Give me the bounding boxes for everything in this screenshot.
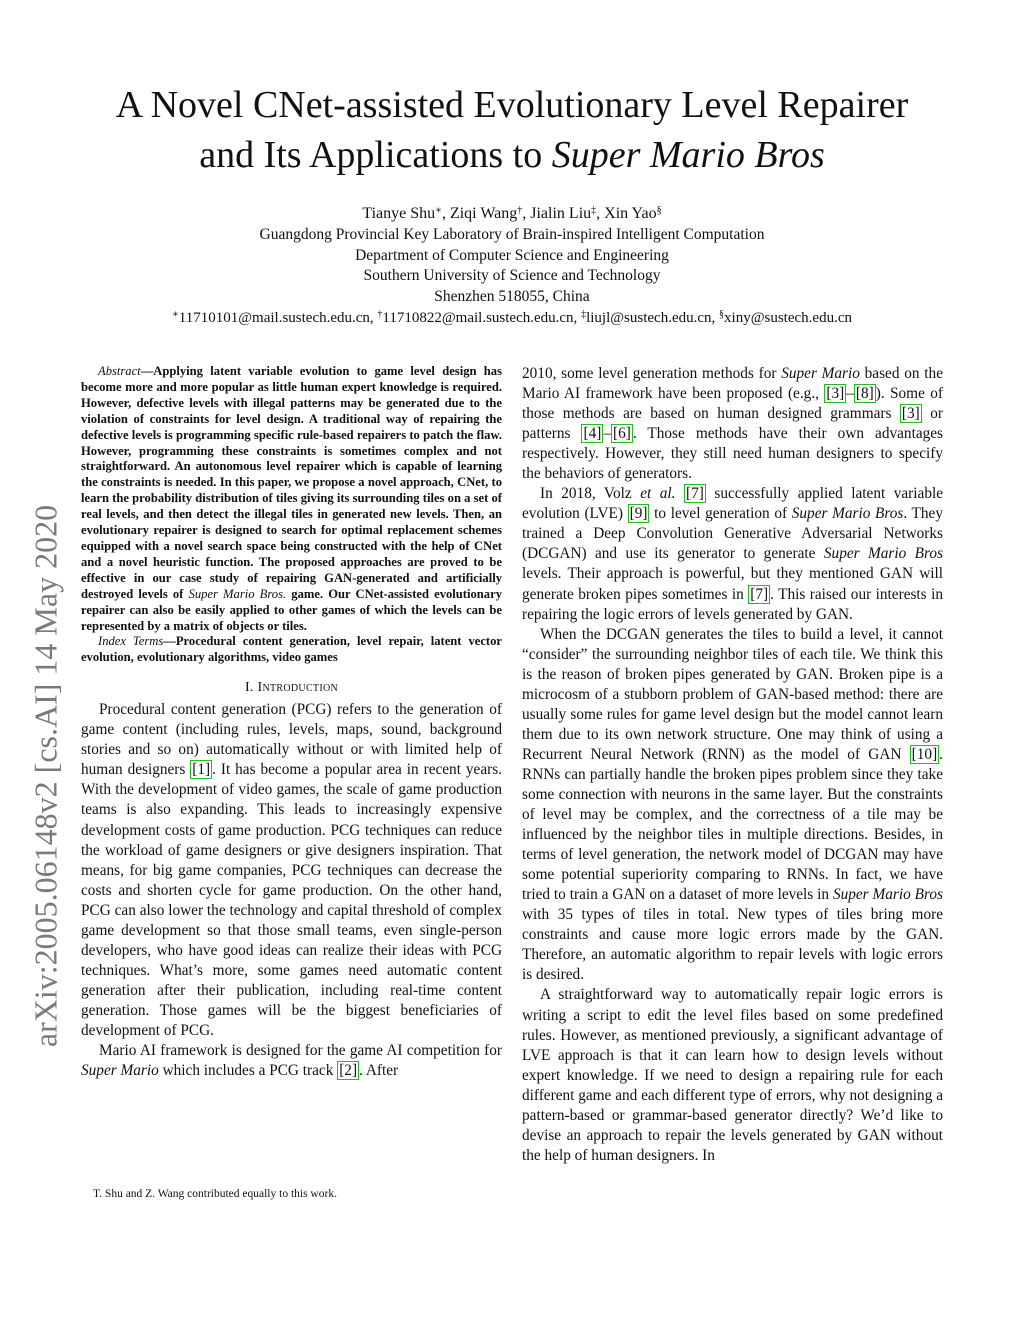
section-number: I. [244,680,258,696]
citation-link[interactable]: [2] [339,1062,358,1080]
affiliation-line: Shenzhen 518055, China [434,288,590,306]
text: . It has become a popular area in recent years. With the development of video games, the scale of game production teams is also expanding. This leads to increasingly expensive development costs of game production. PCG techniques can reduce the workload of game designers or give designers inspiration. That means, for big game companies, PCG techniques can decrease the costs and shorten cycle for game production. On the other hand, PCG can also lower the technology and capital threshold of complex game development so that those small teams, even single-person developers, who have good ideas can realize their ideas with PCG techniques. What’s more, some games need automatic content generation after their publication, including real-time content generation. Those games will be the biggest beneficiaries of development of PCG. [81,761,502,1039]
section-heading [81,680,502,696]
italic-text: et al. [640,485,676,503]
citation-link[interactable]: [8] [855,385,874,403]
italic-text: Super Mario Bros [832,886,943,904]
citation-link[interactable]: [3] [826,385,845,403]
paper-title [40,80,984,180]
text: . Those methods have their own advantages respectively. However, they still need human designers to specify the behaviors of generators. [522,425,944,483]
author-4-mark: § [656,205,662,216]
affiliation-line: Guangdong Provincial Key Laboratory of Brain-inspired Intelligent Computation [259,225,765,243]
index-terms-text: —Procedural content generation, level repair, latent vector evolution, evolutionary algorithms, video games [81,634,503,665]
text: A straightforward way to automatically repair logic errors is writing a script to edit the level files based on some predefined rules. However, as mentioned previously, a significant advantage of LVE approach is that it can learn how to design levels without expert knowledge. If we need to design a repairing rule for each different game and each different type of errors, why not designing a pattern-based or grammar-based generator directly? We’d like to devise an approach to repair the levels generated by GAN without the help of human designers. In [522,986,943,1164]
right-column [522,364,943,1166]
paragraph [522,985,943,1165]
author-2-mark: † [517,205,523,216]
text: Procedural content generation (PCG) refers to the generation of game content (including rules, levels, maps, sound, background stories and so on) automatically without or with limited help of human designers [81,701,502,779]
intro-body [81,700,502,1081]
text: levels. Their approach is powerful, but they mentioned GAN will generate broken pipes sometimes in [522,565,943,603]
email[interactable]: liujl@sustech.edu.cn, [586,309,720,326]
affiliation-line: Department of Computer Science and Engineering [355,246,669,264]
citation-link[interactable]: [1] [192,761,211,779]
citation-link[interactable]: [10] [911,745,938,763]
text: . After [359,1062,399,1080]
text: . RNNs can partially handle the broken pipes problem since they take some connection with neurons in the same layer. But the constraints of level may be complex, and the correctness of a tile may be influenced by the neighbor tiles in multiple directions. Besides, in terms of level generation, the network model of DCGAN may have some potential superiority comparing to RNNs. In fact, we have tried to train a GAN on a dataset of more levels in [522,745,943,904]
abstract-text-end: game. Our CNet-assisted evolutionary repairer can also be easily applied to other games of which the levels can be represented by a matrix of objects or tiles. [81,586,502,633]
index-terms-label: Index Terms [98,634,164,649]
email-mark: ∗ [171,308,179,320]
italic-text: Super Mario Bros [823,545,943,563]
text: 2010, some level generation methods for [522,365,782,382]
text: which includes a PCG track [158,1062,338,1080]
text: successfully applied latent variable evolution (LVE) [522,485,944,523]
email-mark: ‡ [581,308,587,320]
text: In 2018, Volz [540,485,641,503]
paragraph [81,1041,502,1081]
abstract [81,364,502,634]
text: to level generation of [649,505,792,523]
arxiv-identifier[interactable]: arXiv:2005.06148v2 [cs.AI] 14 May 2020 [27,504,64,1048]
email[interactable]: 11710101@mail.sustech.edu.cn, [178,309,378,326]
text: Mario AI framework is designed for the game AI competition for [99,1042,502,1060]
paragraph [522,625,943,986]
email[interactable]: 11710822@mail.sustech.edu.cn, [382,309,582,326]
title-line-2-italic: Super Mario Bros [551,134,825,176]
author-3: , Jialin Liu [522,205,592,222]
left-column [81,364,502,1081]
author-1: Tianye Shu [362,205,436,222]
footnote: T. Shu and Z. Wang contributed equally to this work. [93,1188,337,1200]
citation-link[interactable]: [4] [583,425,602,443]
text: When the DCGAN generates the tiles to build a level, it cannot “consider” the surrounding neighbor tiles of each tile. We think this is the reason of broken pipes generated by GAN. Broken pipe is a microcosm of a stubborn problem of GAN-based method: there are usually some rules for game level design but the model cannot learn them due to its own network structure. One may think of using a Recurrent Neural Network (RNN) as the model of GAN [522,625,943,763]
author-3-mark: ‡ [591,205,597,216]
text: or patterns [522,405,943,443]
email-mark: § [719,308,725,320]
text: ). Some of those methods are based on human designed grammars [522,385,944,423]
text: . This raised our interests in repairing the logic errors of levels generated by GAN. [522,585,944,623]
email-line [40,308,984,329]
paragraph [522,364,943,484]
italic-text: Super Mario [81,1062,159,1080]
abstract-italic: Super Mario Bros. [188,586,287,601]
citation-link[interactable]: [9] [629,505,648,523]
author-names [40,204,984,225]
citation-link[interactable]: [6] [612,425,631,443]
text [676,485,685,502]
text: with 35 types of tiles in total. New types of tiles bring more constraints and cause more logic errors made by the GAN. Therefore, an automatic algorithm to repair levels with logic errors is desired. [522,906,943,984]
title-line-1: A Novel CNet-assisted Evolutionary Level Repairer [115,84,909,126]
text: – [846,385,854,403]
text: – [603,425,611,443]
abstract-label: Abstract [98,364,141,378]
index-terms [81,634,502,666]
author-2: , Ziqi Wang [441,205,518,222]
abstract-text: —Applying latent variable evolution to game level design has become more and more popular as little human expert knowledge is required. However, defective levels with illegal patterns may be generated due to the violation of constraints for level design. A traditional way of repairing the defective levels is programming specific rule-based repairers to patch the flaw. However, programming these constraints is sometimes complex and not straightforward. An autonomous level repairer which is capable of learning the constraints is needed. In this paper, we propose a novel approach, CNet, to learn the probability distribution of tiles giving its surrounding tiles on a set of real levels, and then detect the illegal tiles in generated new levels. Then, an evolutionary repairer is designed to search for optimal replacement schemes equipped with a novel search space being constructed with the help of CNet and a novel heuristic function. The proposed approaches are proved to be effective in our case study of repairing GAN-generated and artificially destroyed levels of [81,364,502,601]
text: . They trained a Deep Convolution Generative Adversarial Networks (DCGAN) and use its generator to generate [522,505,943,563]
paragraph [81,700,502,1041]
citation-link[interactable]: [7] [686,485,704,503]
author-4: , Xin Yao [596,205,657,222]
text: based on the Mario AI framework have been proposed (e.g., [522,365,943,403]
email-mark: † [377,308,383,320]
citation-link[interactable]: [3] [901,405,920,423]
paragraph [522,484,943,624]
title-line-2-prefix: and Its Applications to [199,134,552,176]
italic-text: Super Mario [781,365,860,382]
author-block [40,204,984,329]
affiliation-line: Southern University of Science and Technology [363,267,661,285]
italic-text: Super Mario Bros [791,505,904,523]
citation-link[interactable]: [7] [750,585,769,603]
section-title: Introduction [257,680,339,696]
email[interactable]: xiny@sustech.edu.cn [724,309,852,326]
author-1-mark: ∗ [435,205,442,216]
